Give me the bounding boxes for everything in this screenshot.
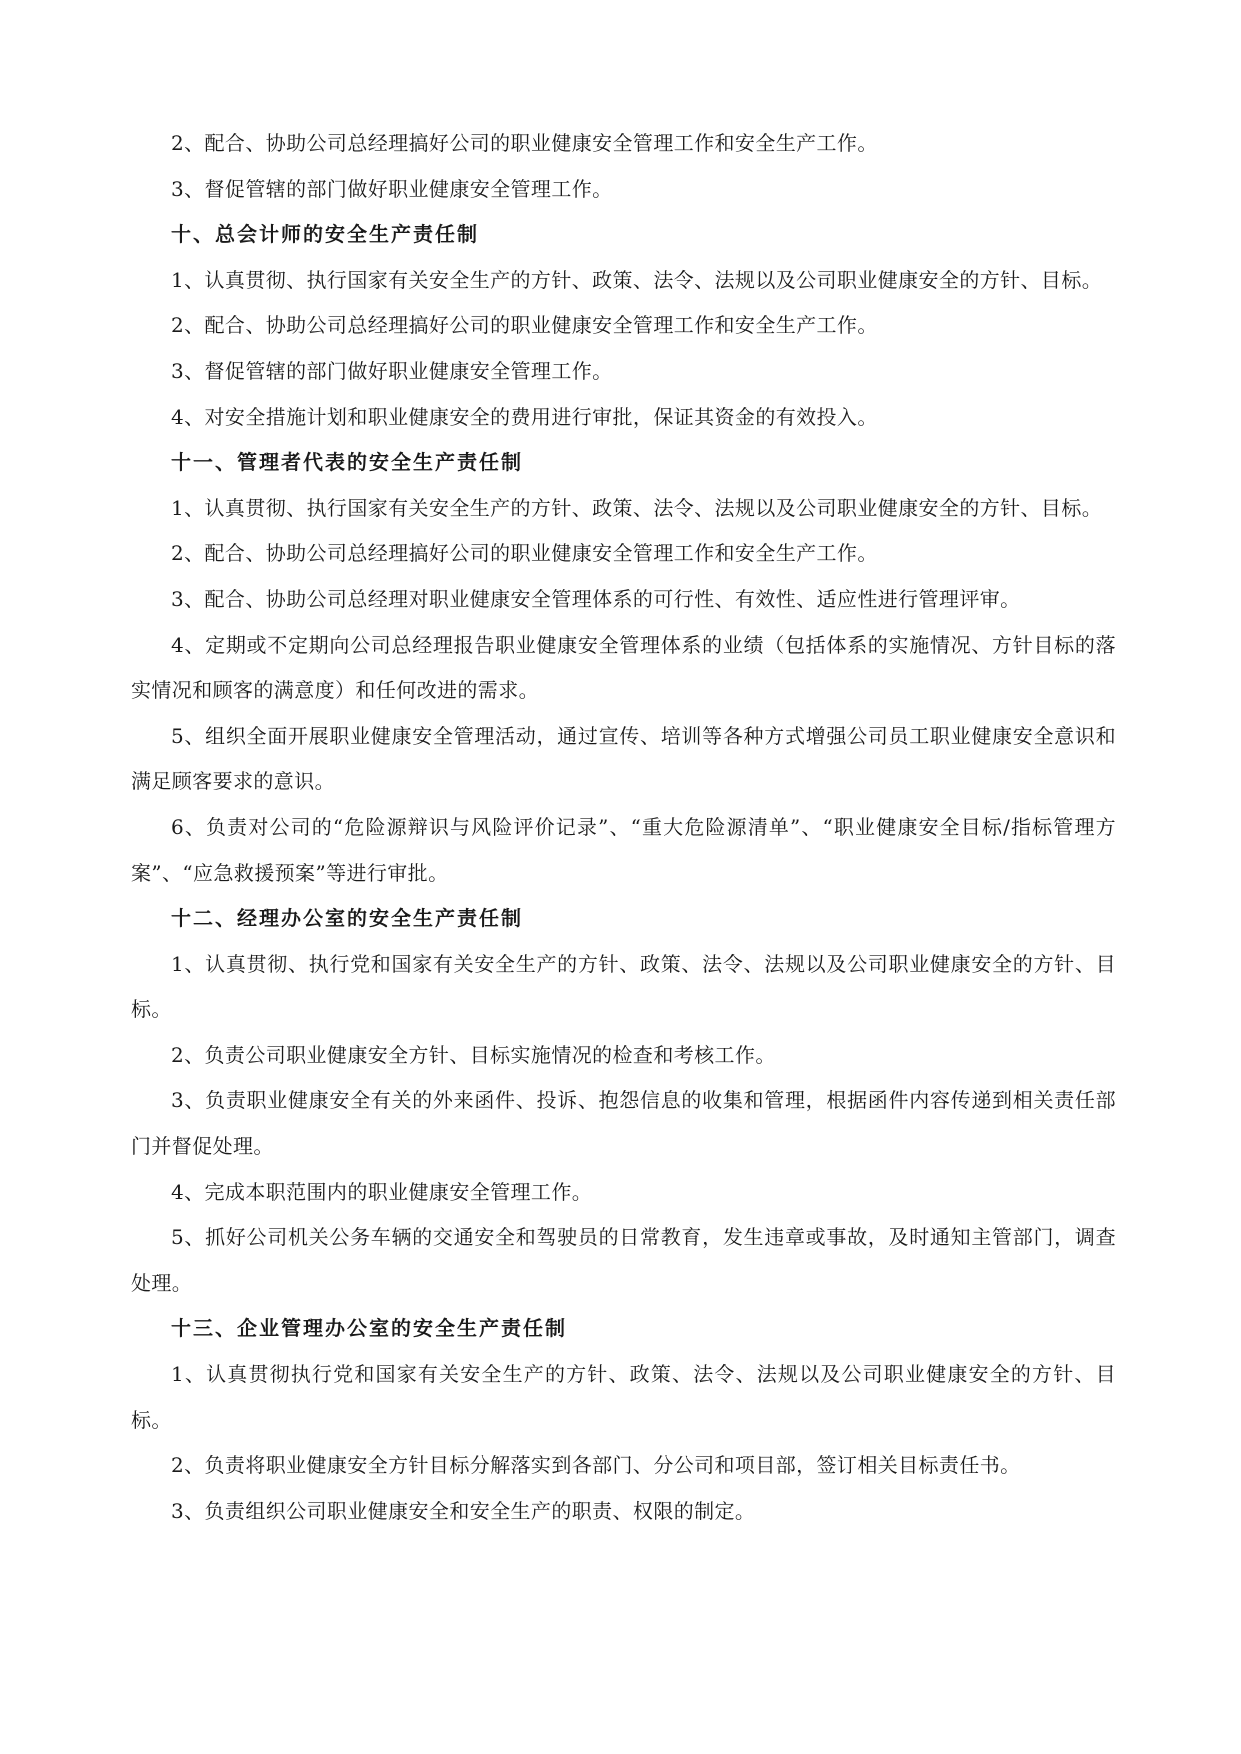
paragraph: 6、负责对公司的“危险源辩识与风险评价记录”、“重大危险源清单”、“职业健康安全目标/指标管理方案”、“应急救援预案”等进行审批。 — [131, 814, 1116, 885]
section-heading: 十、总会计师的安全生产责任制 — [171, 222, 479, 247]
paragraph: 5、组织全面开展职业健康安全管理活动，通过宣传、培训等各种方式增强公司员工职业健康安全意识和满足顾客要求的意识。 — [131, 723, 1116, 794]
section-heading: 十一、管理者代表的安全生产责任制 — [171, 450, 523, 475]
paragraph: 1、认真贯彻执行党和国家有关安全生产的方针、政策、法令、法规以及公司职业健康安全的方针、目标。 — [131, 1362, 1116, 1432]
paragraph: 3、负责职业健康安全有关的外来函件、投诉、抱怨信息的收集和管理，根据函件内容传递到相关责任部门并督促处理。 — [131, 1088, 1116, 1159]
paragraph: 1、认真贯彻、执行国家有关安全生产的方针、政策、法令、法规以及公司职业健康安全的方针、目标。 — [171, 495, 1103, 520]
paragraph: 3、督促管辖的部门做好职业健康安全管理工作。 — [171, 176, 613, 201]
paragraph: 3、负责组织公司职业健康安全和安全生产的职责、权限的制定。 — [171, 1498, 756, 1523]
paragraph: 1、认真贯彻、执行国家有关安全生产的方针、政策、法令、法规以及公司职业健康安全的方针、目标。 — [171, 267, 1103, 292]
paragraph: 2、负责公司职业健康安全方针、目标实施情况的检查和考核工作。 — [171, 1042, 776, 1067]
paragraph: 4、定期或不定期向公司总经理报告职业健康安全管理体系的业绩（包括体系的实施情况、方针目标的落实情况和顾客的满意度）和任何改进的需求。 — [131, 632, 1116, 703]
paragraph: 1、认真贯彻、执行党和国家有关安全生产的方针、政策、法令、法规以及公司职业健康安全的方针、目标。 — [131, 951, 1116, 1022]
paragraph: 4、对安全措施计划和职业健康安全的费用进行审批，保证其资金的有效投入。 — [171, 404, 878, 429]
paragraph: 4、完成本职范围内的职业健康安全管理工作。 — [171, 1179, 593, 1204]
paragraph: 3、督促管辖的部门做好职业健康安全管理工作。 — [171, 358, 613, 383]
document-body — [131, 121, 1116, 1534]
paragraph: 5、抓好公司机关公务车辆的交通安全和驾驶员的日常教育，发生违章或事故，及时通知主管部门，调查处理。 — [131, 1225, 1116, 1295]
paragraph: 2、配合、协助公司总经理搞好公司的职业健康安全管理工作和安全生产工作。 — [171, 131, 878, 155]
section-heading: 十三、企业管理办公室的安全生产责任制 — [171, 1316, 567, 1341]
paragraph: 2、配合、协助公司总经理搞好公司的职业健康安全管理工作和安全生产工作。 — [171, 313, 878, 338]
paragraph: 2、配合、协助公司总经理搞好公司的职业健康安全管理工作和安全生产工作。 — [171, 541, 878, 566]
paragraph: 2、负责将职业健康安全方针目标分解落实到各部门、分公司和项目部，签订相关目标责任书。 — [171, 1453, 1021, 1478]
paragraph: 3、配合、协助公司总经理对职业健康安全管理体系的可行性、有效性、适应性进行管理评审。 — [171, 586, 1021, 611]
section-heading: 十二、经理办公室的安全生产责任制 — [171, 906, 523, 931]
